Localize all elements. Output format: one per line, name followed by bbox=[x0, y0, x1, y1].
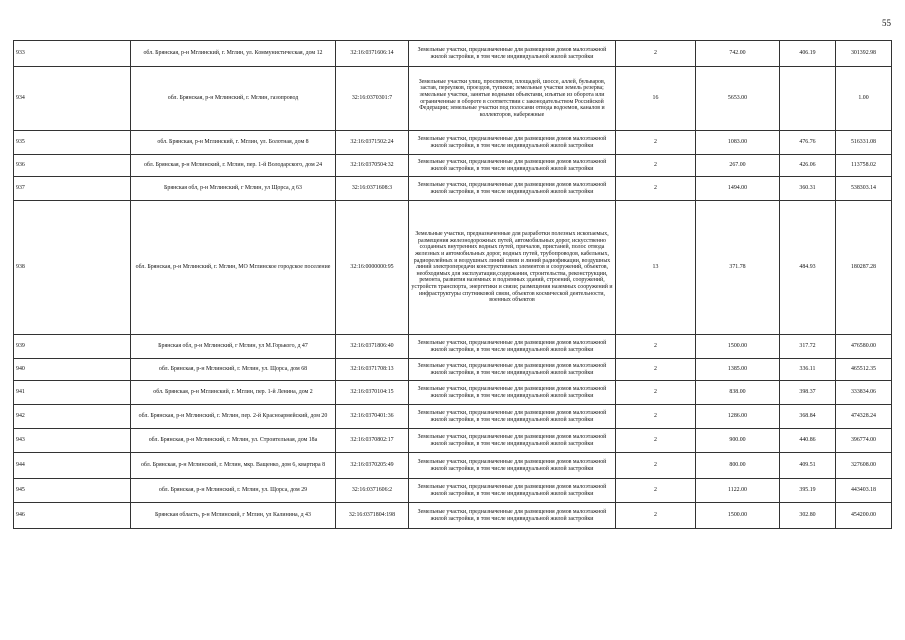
land-use-cell: Земельные участки, предназначенные для размещения домов малоэтажной жилой застройки, в том числе индивидуальной жилой застройки bbox=[409, 41, 616, 67]
cadastral-number-cell: 32:16:0371806:40 bbox=[336, 335, 409, 359]
area-cell: 371.78 bbox=[696, 201, 780, 335]
specific-value-cell: 406.19 bbox=[780, 41, 836, 67]
specific-value-cell bbox=[780, 67, 836, 131]
address-cell: обл. Брянская, р-н Мглинский, г. Мглин, пер. 1-й Володарского, дом 24 bbox=[131, 155, 336, 177]
cadastral-value-cell: 396774.00 bbox=[836, 429, 892, 453]
specific-value-cell: 368.84 bbox=[780, 405, 836, 429]
use-code-cell: 2 bbox=[616, 479, 696, 503]
address-cell: Брянская обл, р-н Мглинский, г Мглин, ул Щорса, д 63 bbox=[131, 177, 336, 201]
address-cell: обл. Брянская, р-н Мглинский, г. Мглин, ул. Коммунистическая, дом 12 bbox=[131, 41, 336, 67]
table-row bbox=[14, 201, 892, 335]
cadastral-value-cell: 454200.00 bbox=[836, 503, 892, 529]
table-row bbox=[14, 503, 892, 529]
specific-value-cell: 409.51 bbox=[780, 453, 836, 479]
row-number: 944 bbox=[14, 453, 131, 479]
land-use-cell: Земельные участки, предназначенные для размещения домов малоэтажной жилой застройки, в том числе индивидуальной жилой застройки bbox=[409, 429, 616, 453]
area-cell: 1286.00 bbox=[696, 405, 780, 429]
cadastral-number-cell: 32:16:0371502:24 bbox=[336, 131, 409, 155]
cadastral-number-cell: 32:16:0371608:3 bbox=[336, 177, 409, 201]
area-cell: 800.00 bbox=[696, 453, 780, 479]
cadastral-value-cell: 113758.02 bbox=[836, 155, 892, 177]
area-cell: 1500.00 bbox=[696, 503, 780, 529]
land-use-cell: Земельные участки, предназначенные для размещения домов малоэтажной жилой застройки, в том числе индивидуальной жилой застройки bbox=[409, 381, 616, 405]
table-row bbox=[14, 335, 892, 359]
use-code-cell: 2 bbox=[616, 335, 696, 359]
area-cell: 1083.00 bbox=[696, 131, 780, 155]
address-cell: обл. Брянская, р-н Мглинский, г. Мглин, ул. Щорса, дом 68 bbox=[131, 359, 336, 381]
area-cell: 1385.00 bbox=[696, 359, 780, 381]
address-cell: Брянская обл, р-н Мглинский, г Мглин, ул М.Горького, д 47 bbox=[131, 335, 336, 359]
cadastral-value-cell: 465512.35 bbox=[836, 359, 892, 381]
cadastral-number-cell: 32:16:0370802:17 bbox=[336, 429, 409, 453]
land-use-cell: Земельные участки, предназначенные для размещения домов малоэтажной жилой застройки, в том числе индивидуальной жилой застройки bbox=[409, 177, 616, 201]
area-cell: 5653.00 bbox=[696, 67, 780, 131]
cadastral-number-cell: 32:16:0371804:198 bbox=[336, 503, 409, 529]
use-code-cell: 13 bbox=[616, 201, 696, 335]
table-row bbox=[14, 359, 892, 381]
use-code-cell: 2 bbox=[616, 453, 696, 479]
land-use-cell: Земельные участки, предназначенные для размещения домов малоэтажной жилой застройки, в том числе индивидуальной жилой застройки bbox=[409, 503, 616, 529]
row-number: 939 bbox=[14, 335, 131, 359]
row-number: 946 bbox=[14, 503, 131, 529]
cadastral-value-cell: 443403.18 bbox=[836, 479, 892, 503]
use-code-cell: 2 bbox=[616, 177, 696, 201]
row-number: 933 bbox=[14, 41, 131, 67]
area-cell: 1494.00 bbox=[696, 177, 780, 201]
area-cell: 742.00 bbox=[696, 41, 780, 67]
table-row bbox=[14, 67, 892, 131]
row-number: 941 bbox=[14, 381, 131, 405]
cadastral-number-cell: 32:16:0370401:36 bbox=[336, 405, 409, 429]
specific-value-cell: 395.19 bbox=[780, 479, 836, 503]
row-number: 945 bbox=[14, 479, 131, 503]
use-code-cell: 2 bbox=[616, 405, 696, 429]
use-code-cell: 2 bbox=[616, 131, 696, 155]
cadastral-value-cell: 476580.00 bbox=[836, 335, 892, 359]
address-cell: обл. Брянская, р-н Мглинский, г. Мглин, пер. 1-й Ленина, дом 2 bbox=[131, 381, 336, 405]
use-code-cell: 2 bbox=[616, 381, 696, 405]
cadastral-number-cell: 32:16:0370104:15 bbox=[336, 381, 409, 405]
table-row bbox=[14, 381, 892, 405]
area-cell: 267.00 bbox=[696, 155, 780, 177]
table-row bbox=[14, 177, 892, 201]
specific-value-cell: 398.37 bbox=[780, 381, 836, 405]
cadastral-value-cell: 516331.08 bbox=[836, 131, 892, 155]
address-cell: обл. Брянская, р-н Мглинский, г. Мглин, МО Мглинское городское поселение bbox=[131, 201, 336, 335]
land-use-cell: Земельные участки, предназначенные для размещения домов малоэтажной жилой застройки, в том числе индивидуальной жилой застройки bbox=[409, 155, 616, 177]
table-row bbox=[14, 155, 892, 177]
specific-value-cell: 317.72 bbox=[780, 335, 836, 359]
table-row bbox=[14, 479, 892, 503]
land-use-cell: Земельные участки, предназначенные для размещения домов малоэтажной жилой застройки, в том числе индивидуальной жилой застройки bbox=[409, 479, 616, 503]
area-cell: 1122.00 bbox=[696, 479, 780, 503]
row-number: 934 bbox=[14, 67, 131, 131]
land-use-cell: Земельные участки, предназначенные для размещения домов малоэтажной жилой застройки, в том числе индивидуальной жилой застройки bbox=[409, 405, 616, 429]
land-use-cell: Земельные участки, предназначенные для размещения домов малоэтажной жилой застройки, в том числе индивидуальной жилой застройки bbox=[409, 131, 616, 155]
address-cell: обл. Брянская, р-н Мглинский, г. Мглин, ул. Щорса, дом 29 bbox=[131, 479, 336, 503]
table-row bbox=[14, 405, 892, 429]
cadastral-number-cell: 32:16:0370504:32 bbox=[336, 155, 409, 177]
cadastral-number-cell: 32:16:0371606:2 bbox=[336, 479, 409, 503]
specific-value-cell: 476.76 bbox=[780, 131, 836, 155]
address-cell: обл. Брянская, р-н Мглинский, г. Мглин, ул. Болотная, дом 8 bbox=[131, 131, 336, 155]
address-cell: обл. Брянская, р-н Мглинский, г. Мглин, мкр. Ващенко, дом 6, квартира 8 bbox=[131, 453, 336, 479]
address-cell: Брянская область, р-н Мглинский, г Мглин, ул Калинина, д 43 bbox=[131, 503, 336, 529]
table-row bbox=[14, 131, 892, 155]
use-code-cell: 2 bbox=[616, 359, 696, 381]
row-number: 936 bbox=[14, 155, 131, 177]
use-code-cell: 2 bbox=[616, 41, 696, 67]
use-code-cell: 2 bbox=[616, 429, 696, 453]
cadastral-value-cell: 327608.00 bbox=[836, 453, 892, 479]
page-number: 55 bbox=[882, 18, 891, 28]
row-number: 938 bbox=[14, 201, 131, 335]
address-cell: обл. Брянская, р-н Мглинский, г. Мглин, газопровод bbox=[131, 67, 336, 131]
cadastral-value-table bbox=[13, 40, 892, 529]
cadastral-value-cell: 538303.14 bbox=[836, 177, 892, 201]
area-cell: 900.00 bbox=[696, 429, 780, 453]
use-code-cell: 2 bbox=[616, 155, 696, 177]
cadastral-value-cell: 301392.98 bbox=[836, 41, 892, 67]
specific-value-cell: 426.06 bbox=[780, 155, 836, 177]
cadastral-number-cell: 32:16:0371708:13 bbox=[336, 359, 409, 381]
land-use-cell: Земельные участки улиц, проспектов, площадей, шоссе, аллей, бульваров, застав, переулков, проездов, тупиков; земельные участки земель резерва; земельные участки, занятые водными объектами, изъятые из оборота или ограниченные в обороте в соответствии с законодательством Российской Федерации; земельные участки под полосами отвода водоемов, каналов и коллекторов, набережные bbox=[409, 67, 616, 131]
row-number: 942 bbox=[14, 405, 131, 429]
specific-value-cell: 484.93 bbox=[780, 201, 836, 335]
table-row bbox=[14, 453, 892, 479]
area-cell: 838.00 bbox=[696, 381, 780, 405]
cadastral-value-cell: 1.00 bbox=[836, 67, 892, 131]
row-number: 940 bbox=[14, 359, 131, 381]
address-cell: обл. Брянская, р-н Мглинский, г. Мглин, пер. 2-й Красноармейский, дом 20 bbox=[131, 405, 336, 429]
land-use-cell: Земельные участки, предназначенные для разработки полезных ископаемых, размещения железнодорожных путей, автомобильных дорог, искусственно созданных внутренних водных путей, причалов, пристаней, полос отвода железных и автомобильных дорог, водных путей, трубопроводов, кабельных, радиорелейных и воздушных линий связи и линий радиофикации, воздушных линий электропередачи конструктивных элементов и сооружений, объектов, необходимых для эксплуатации,содержания, строительства, реконструкции, ремонта, развития наземных и подземных зданий, строений, сооружений, устройств транспорта, энергетики и связи; размещения наземных сооружений и инфраструктуры спутниковой связи, объектов космической деятельности, военных объектов bbox=[409, 201, 616, 335]
specific-value-cell: 440.86 bbox=[780, 429, 836, 453]
address-cell: обл. Брянская, р-н Мглинский, г. Мглин, ул. Строительная, дом 18а bbox=[131, 429, 336, 453]
cadastral-number-cell: 32:16:0370205:49 bbox=[336, 453, 409, 479]
cadastral-value-cell: 474328.24 bbox=[836, 405, 892, 429]
table-row bbox=[14, 41, 892, 67]
cadastral-number-cell: 32:16:0371606:14 bbox=[336, 41, 409, 67]
cadastral-number-cell: 32:16:0370301:7 bbox=[336, 67, 409, 131]
specific-value-cell: 360.31 bbox=[780, 177, 836, 201]
land-use-cell: Земельные участки, предназначенные для размещения домов малоэтажной жилой застройки, в том числе индивидуальной жилой застройки bbox=[409, 335, 616, 359]
table-row bbox=[14, 429, 892, 453]
land-use-cell: Земельные участки, предназначенные для размещения домов малоэтажной жилой застройки, в том числе индивидуальной жилой застройки bbox=[409, 453, 616, 479]
cadastral-value-cell: 180287.28 bbox=[836, 201, 892, 335]
cadastral-value-cell: 333834.06 bbox=[836, 381, 892, 405]
use-code-cell: 2 bbox=[616, 503, 696, 529]
table-body bbox=[14, 41, 892, 529]
row-number: 935 bbox=[14, 131, 131, 155]
area-cell: 1500.00 bbox=[696, 335, 780, 359]
specific-value-cell: 302.80 bbox=[780, 503, 836, 529]
specific-value-cell: 336.11 bbox=[780, 359, 836, 381]
row-number: 937 bbox=[14, 177, 131, 201]
land-use-cell: Земельные участки, предназначенные для размещения домов малоэтажной жилой застройки, в том числе индивидуальной жилой застройки bbox=[409, 359, 616, 381]
use-code-cell: 16 bbox=[616, 67, 696, 131]
row-number: 943 bbox=[14, 429, 131, 453]
cadastral-number-cell: 32:16:0000000:95 bbox=[336, 201, 409, 335]
